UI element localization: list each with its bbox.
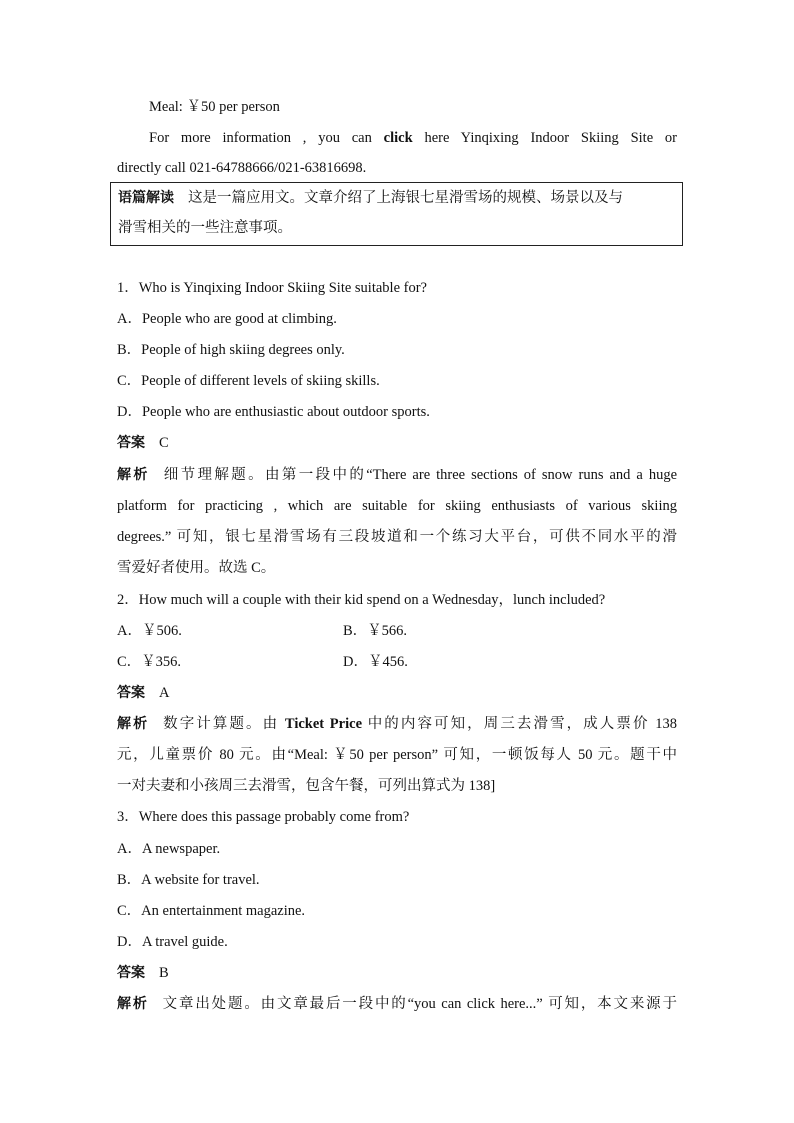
click-link-text: click <box>383 130 413 146</box>
q1-analysis-line-4: 雪爱好者使用。故选 C。 <box>117 560 276 576</box>
q1-analysis-line-3: degrees.” 可知，银七星滑雪场有三段坡道和一个练习大平台，可供不同水平的滑 <box>117 529 677 545</box>
q1-option-a: A．People who are good at climbing. <box>117 311 337 327</box>
q2-analysis-line-3: 一对夫妻和小孩周三去滑雪，包含午餐，可列出算式为 138] <box>117 778 496 794</box>
contact-line: directly call 021-64788666/021-63816698. <box>117 160 367 176</box>
q1-answer-value: C <box>159 435 169 451</box>
q2-option-c: C．￥356. <box>117 654 182 670</box>
q2-options-row-2 <box>117 652 677 672</box>
meal-price-line: Meal: ￥50 per person <box>149 99 280 115</box>
q2-option-b: B．￥566. <box>343 623 408 639</box>
summary-label: 语篇解读 <box>118 190 174 206</box>
q3-option-b: B．A website for travel. <box>117 872 260 888</box>
q1-answer <box>117 433 677 453</box>
passage-summary-box <box>110 182 683 246</box>
q3-analysis-label: 解析 <box>117 996 149 1012</box>
q2-answer-value: A <box>159 685 170 701</box>
q2-answer <box>117 683 677 703</box>
q3-answer-value: B <box>159 965 169 981</box>
q3-analysis-line-1 <box>117 994 677 1014</box>
q3-option-d: D．A travel guide. <box>117 934 228 950</box>
q1-option-b: B．People of high skiing degrees only. <box>117 342 345 358</box>
q1-analysis-label: 解析 <box>117 467 150 483</box>
q3-answer <box>117 963 677 983</box>
q2-answer-label: 答案 <box>117 685 145 701</box>
question-2: 2．How much will a couple with their kid spend on a Wednesday，lunch included? <box>117 592 606 608</box>
q2-analysis-text-1b: 中的内容可知，周三去滑雪，成人票价 138 <box>367 716 677 732</box>
more-info-line <box>149 128 677 148</box>
q2-analysis-text-1a: 数字计算题。由 <box>163 716 280 732</box>
q2-options-row-1 <box>117 621 677 641</box>
question-1: 1．Who is Yinqixing Indoor Skiing Site suitable for? <box>117 280 427 296</box>
q1-option-d: D．People who are enthusiastic about outdoor sports. <box>117 404 430 420</box>
q1-analysis-text-1: 细节理解题。由第一段中的“There are three sections of snow runs and a huge <box>163 467 677 483</box>
summary-text-1: 这是一篇应用文。文章介绍了上海银七星滑雪场的规模、场景以及与 <box>188 190 623 206</box>
q2-analysis-label: 解析 <box>117 716 150 732</box>
q2-analysis-line-1 <box>117 714 677 734</box>
more-info-text-after: here Yinqixing Indoor Skiing Site or <box>424 130 677 146</box>
q1-analysis-line-1 <box>117 465 677 485</box>
more-info-text: For more information , you can <box>149 130 372 146</box>
q2-option-a: A．￥506. <box>117 623 182 639</box>
q2-option-d: D．￥456. <box>343 654 408 670</box>
q3-option-a: A．A newspaper. <box>117 841 221 857</box>
question-3: 3．Where does this passage probably come from? <box>117 809 410 825</box>
q1-answer-label: 答案 <box>117 435 145 451</box>
summary-line-1 <box>118 188 678 208</box>
q2-analysis-line-2: 元，儿童票价 80 元。由“Meal: ￥50 per person” 可知，一顿饭每人 50 元。题干中 <box>117 747 677 763</box>
summary-line-2: 滑雪相关的一些注意事项。 <box>118 220 292 236</box>
q3-analysis-text-1: 文章出处题。由文章最后一段中的“you can click here...” 可知，本文来源于 <box>162 996 677 1012</box>
ticket-price-term: Ticket Price <box>284 716 363 732</box>
q3-answer-label: 答案 <box>117 965 145 981</box>
q1-analysis-line-2: platform for practicing , which are suitable for skiing enthusiasts of various skiing <box>117 498 677 514</box>
q3-option-c: C．An entertainment magazine. <box>117 903 306 919</box>
q1-option-c: C．People of different levels of skiing skills. <box>117 373 380 389</box>
